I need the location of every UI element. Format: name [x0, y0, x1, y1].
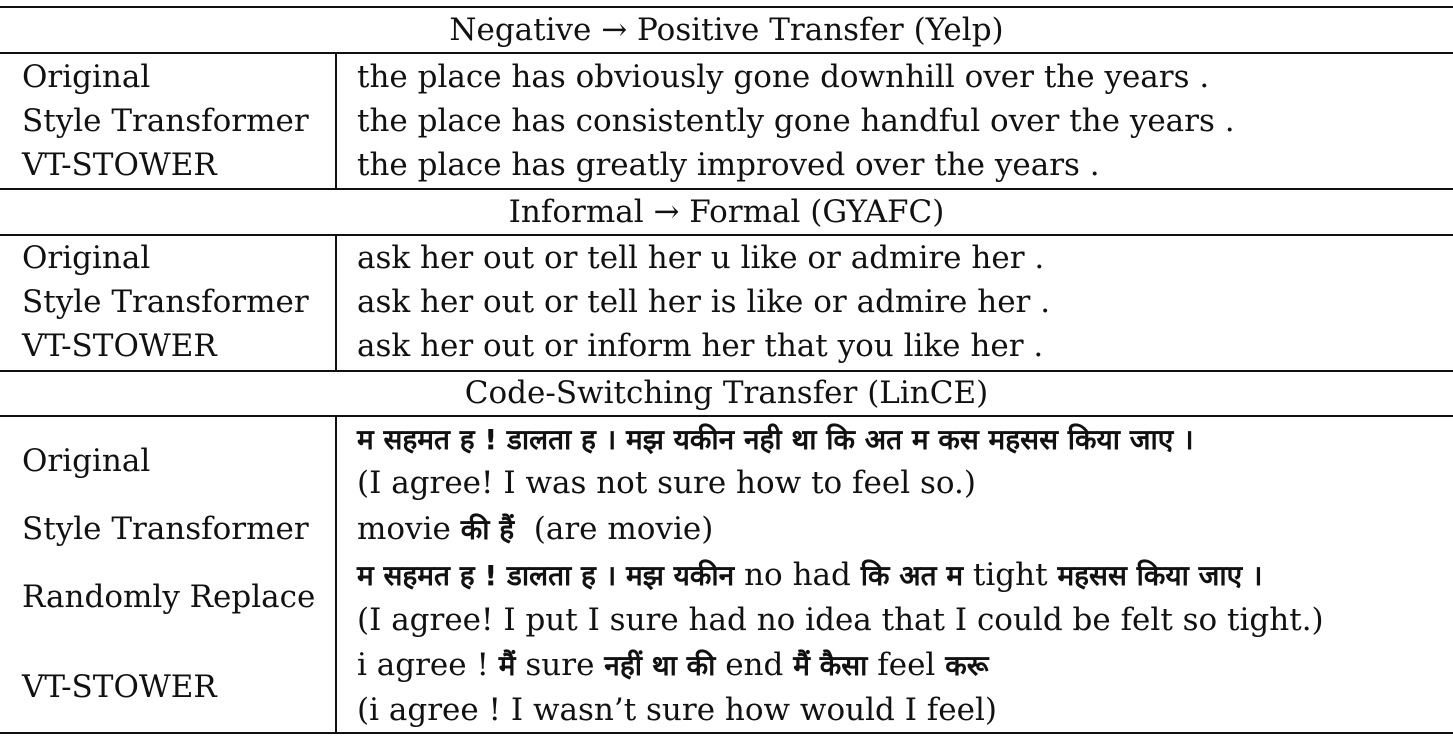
row-label: VT-STOWER [22, 147, 217, 183]
text-segment: no had [734, 557, 861, 593]
row-text-devanagari [357, 417, 1194, 461]
text-segment: feel [867, 647, 946, 683]
devanagari-text: म सहमत ह ! डालता ह । मझ यकीन नही था कि अत म कस महसस किया जाए । [357, 423, 1194, 456]
row-text: ask her out or inform her that you like her . [357, 328, 1044, 364]
devanagari-text: महसस किया जाए । [1057, 559, 1263, 592]
text-segment: end [715, 647, 794, 683]
column-rule [335, 236, 337, 370]
row-text: ask her out or tell her is like or admire her . [357, 284, 1051, 320]
row-label: Style Transformer [22, 103, 309, 139]
column-rule [335, 54, 337, 188]
row-text-mixed [357, 643, 988, 687]
row-label: Style Transformer [22, 284, 309, 320]
devanagari-text: की हैं [460, 513, 515, 546]
row-text-mixed [357, 553, 1263, 597]
text-segment: movie [357, 511, 461, 547]
row-label: Original [22, 240, 151, 276]
section-title-lince: Code-Switching Transfer (LinCE) [464, 375, 989, 411]
row-translation: (i agree ! I wasn’t sure how would I feel) [357, 692, 997, 728]
column-rule [335, 417, 337, 734]
section-title-gyafc: Informal → Formal (GYAFC) [508, 194, 945, 230]
text-segment: (are movie) [514, 511, 714, 547]
devanagari-text: म सहमत ह ! डालता ह । मझ यकीन [357, 559, 735, 592]
row-label: Original [22, 443, 151, 479]
row-translation: (I agree! I was not sure how to feel so.) [357, 465, 976, 501]
devanagari-text: मैं कैसा [793, 649, 868, 682]
devanagari-text: मैं [498, 649, 516, 682]
row-label: VT-STOWER [22, 328, 217, 364]
section-title-yelp: Negative → Positive Transfer (Yelp) [449, 12, 1004, 48]
devanagari-text: कि अत म [860, 559, 964, 592]
comparison-table [0, 6, 1453, 734]
row-label: Randomly Replace [22, 579, 316, 615]
row-label: Style Transformer [22, 511, 309, 547]
row-translation: (I agree! I put I sure had no idea that I could be felt so tight.) [357, 602, 1324, 638]
row-text-mixed [357, 507, 713, 551]
text-segment: i agree ! [357, 647, 499, 683]
text-segment: sure [515, 647, 605, 683]
row-text: ask her out or tell her u like or admire her . [357, 240, 1045, 276]
rule [0, 52, 1453, 54]
row-text: the place has greatly improved over the years . [357, 147, 1100, 183]
row-text: the place has consistently gone handful over the years . [357, 103, 1235, 139]
row-text: the place has obviously gone downhill over the years . [357, 59, 1210, 95]
row-label: VT-STOWER [22, 669, 217, 705]
devanagari-text: करू [945, 649, 989, 682]
row-label: Original [22, 59, 151, 95]
devanagari-text: नहीं था की [604, 649, 716, 682]
text-segment: tight [963, 557, 1058, 593]
